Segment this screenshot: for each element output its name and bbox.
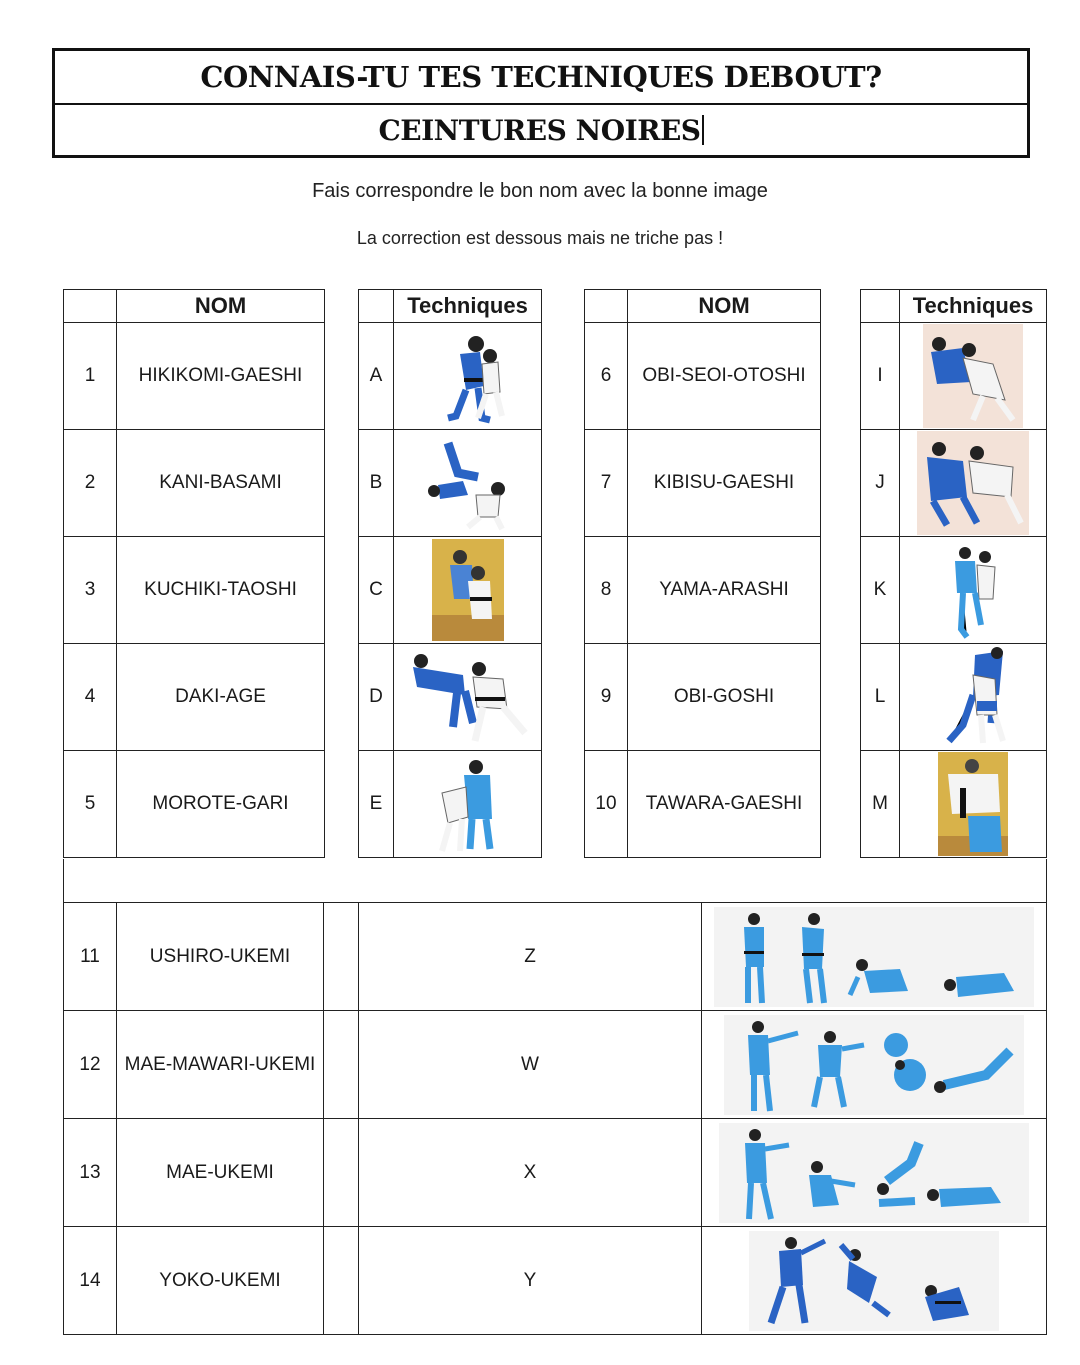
left-images-table [358,289,542,858]
technique-name: TAWARA-GAESHI [628,751,821,858]
header-blank [585,290,628,323]
right-images-table [860,289,1047,858]
judo-throw-figure [403,647,533,747]
title-box [52,48,1030,158]
technique-image-b [394,430,542,537]
row-number: 5 [64,751,117,858]
judo-photo-figure [938,752,1008,856]
header-blank [64,290,117,323]
judo-photo-figure [432,539,504,641]
page-title: CONNAIS-TU TES TECHNIQUES DEBOUT? [200,60,882,94]
ukemi-sequence-figure [749,1231,999,1331]
header-blank [861,290,900,323]
header-techniques: Techniques [394,290,542,323]
ukemi-table [63,902,1047,1335]
ukemi-letter: W [359,1011,702,1119]
blank-cell [324,1011,359,1119]
technique-image-i [900,323,1047,430]
header-blank [359,290,394,323]
judo-throw-figure [943,539,1003,641]
ukemi-image-x [702,1119,1047,1227]
technique-name: OBI-GOSHI [628,644,821,751]
technique-name: MOROTE-GARI [117,751,325,858]
ukemi-letter: X [359,1119,702,1227]
left-names-table [63,289,325,858]
row-number: 10 [585,751,628,858]
technique-name: KANI-BASAMI [117,430,325,537]
row-number: 6 [585,323,628,430]
row-number: 2 [64,430,117,537]
judo-throw-figure [432,753,504,855]
technique-image-e [394,751,542,858]
image-letter: K [861,537,900,644]
technique-name: KUCHIKI-TAOSHI [117,537,325,644]
technique-name: OBI-SEOI-OTOSHI [628,323,821,430]
right-names-table [584,289,821,858]
row-number: 8 [585,537,628,644]
image-letter: D [359,644,394,751]
ukemi-name: YOKO-UKEMI [117,1227,324,1335]
blank-cell [324,1227,359,1335]
technique-image-j [900,430,1047,537]
judo-throw-figure [418,433,518,533]
image-letter: E [359,751,394,858]
technique-image-a [394,323,542,430]
row-number: 1 [64,323,117,430]
ukemi-letter: Z [359,903,702,1011]
subtitle-text: CEINTURES NOIRES [378,113,701,147]
technique-image-c [394,537,542,644]
blank-cell [324,1119,359,1227]
image-letter: I [861,323,900,430]
row-number: 4 [64,644,117,751]
row-number: 9 [585,644,628,751]
text-cursor [702,115,704,145]
ukemi-sequence-figure [719,1123,1029,1223]
technique-image-m [900,751,1047,858]
technique-name: KIBISU-GAESHI [628,430,821,537]
image-letter: C [359,537,394,644]
row-number: 11 [64,903,117,1011]
header-nom: NOM [117,290,325,323]
image-letter: L [861,644,900,751]
ukemi-name: MAE-UKEMI [117,1119,324,1227]
image-letter: B [359,430,394,537]
technique-image-k [900,537,1047,644]
image-letter: M [861,751,900,858]
instruction-line-1: Fais correspondre le bon nom avec la bonne image [312,180,768,202]
ukemi-name: MAE-MAWARI-UKEMI [117,1011,324,1119]
header-techniques: Techniques [900,290,1047,323]
judo-throw-figure [917,431,1029,535]
row-number: 3 [64,537,117,644]
technique-name: HIKIKOMI-GAESHI [117,323,325,430]
ukemi-name: USHIRO-UKEMI [117,903,324,1011]
row-number: 12 [64,1011,117,1119]
row-number: 7 [585,430,628,537]
ukemi-image-w [702,1011,1047,1119]
instruction-line-2: La correction est dessous mais ne triche pas ! [356,228,724,248]
ukemi-sequence-figure [724,1015,1024,1115]
page-subtitle [55,103,1027,155]
technique-name: DAKI-AGE [117,644,325,751]
technique-image-l [900,644,1047,751]
ukemi-sequence-figure [714,907,1034,1007]
image-letter: J [861,430,900,537]
table-spacer-row [63,859,1047,903]
row-number: 13 [64,1119,117,1227]
ukemi-letter: Y [359,1227,702,1335]
ukemi-image-y [702,1227,1047,1335]
technique-image-d [394,644,542,751]
ukemi-image-z [702,903,1047,1011]
image-letter: A [359,323,394,430]
technique-name: YAMA-ARASHI [628,537,821,644]
judo-throw-figure [923,324,1023,428]
judo-throw-figure [933,645,1013,749]
header-nom: NOM [628,290,821,323]
row-number: 14 [64,1227,117,1335]
judo-throw-figure [418,326,518,426]
blank-cell [324,903,359,1011]
